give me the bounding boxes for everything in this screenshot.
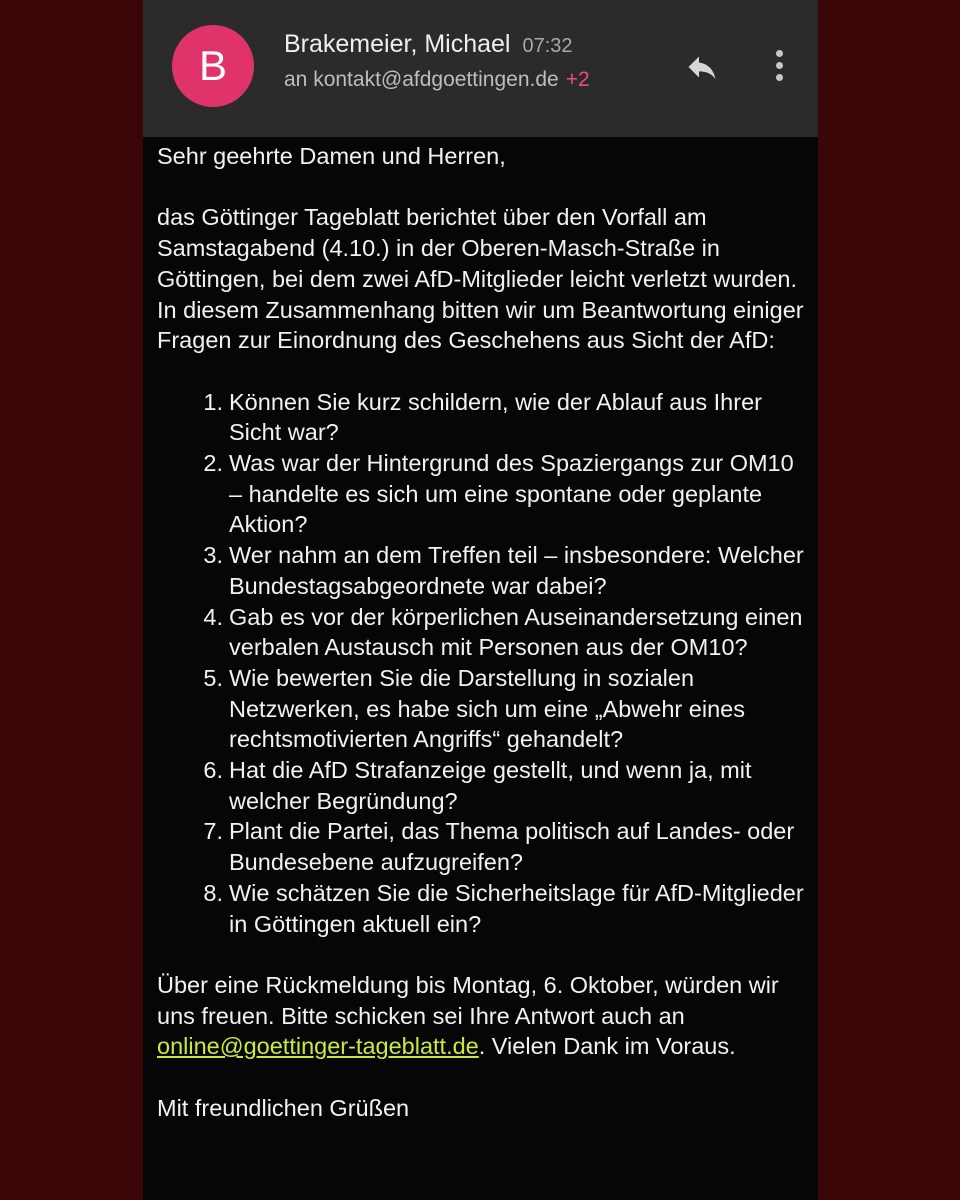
closing-text: Über eine Rückmeldung bis Montag, 6. Oktober, würden wir uns freuen. Bitte schicken sei Ihre Antwort auch an	[157, 971, 779, 1029]
list-item	[157, 540, 812, 601]
list-item	[157, 663, 812, 755]
salutation: Sehr geehrte Damen und Herren,	[157, 143, 506, 169]
list-item-number: 4.	[203, 603, 223, 630]
list-item-text: Hat die AfD Strafanzeige gestellt, und wenn ja, mit welcher Begründung?	[229, 757, 752, 814]
recipient-count-badge[interactable]: +2	[565, 68, 590, 91]
list-item-text: Gab es vor der körperlichen Auseinandersetzung einen verbalen Austausch mit Personen aus der OM10?	[229, 603, 803, 661]
list-item	[157, 448, 812, 540]
list-item	[157, 878, 812, 939]
closing-paragraph	[157, 970, 812, 1062]
list-item-number: 1.	[203, 388, 223, 415]
reply-button[interactable]	[684, 49, 720, 85]
sender-name[interactable]: Brakemeier, Michael	[284, 30, 511, 58]
list-item	[157, 602, 812, 663]
list-item-text: Wie schätzen Sie die Sicherheitslage für AfD-Mitglieder in Göttingen aktuell ein?	[229, 879, 804, 937]
email-header	[143, 0, 818, 137]
recipient-line[interactable]	[284, 68, 590, 92]
list-item-number: 3.	[203, 542, 223, 569]
closing-text-end: . Vielen Dank im Voraus.	[478, 1033, 736, 1060]
reply-icon	[684, 49, 720, 85]
more-options-button[interactable]	[767, 50, 791, 84]
list-item-number: 7.	[203, 818, 223, 845]
intro-paragraph: das Göttinger Tageblatt berichtet über den Vorfall am Samstagabend (4.10.) in der Oberen-Masch-Straße in Göttingen, bei dem zwei AfD-Mitglieder leicht verletzt wurden. In diesem Zusammenhang bitten wir um Beantwortung einiger Fragen zur Einordnung des Geschehens aus Sicht der AfD:	[157, 204, 804, 354]
email-body	[157, 141, 812, 1123]
list-item	[157, 755, 812, 816]
list-item	[157, 387, 812, 448]
recipient-address: kontakt@afdgoettingen.de	[313, 68, 559, 91]
list-item-text: Können Sie kurz schildern, wie der Ablauf aus Ihrer Sicht war?	[229, 388, 762, 446]
list-item-text: Plant die Partei, das Thema politisch auf Landes- oder Bundesebene aufzugreifen?	[229, 818, 795, 876]
list-item-number: 5.	[203, 664, 223, 691]
list-item-text: Wer nahm an dem Treffen teil – insbesondere: Welcher Bundestagsabgeordnete war dabei?	[229, 542, 804, 599]
list-item-number: 8.	[203, 879, 223, 906]
more-vertical-icon	[767, 50, 791, 81]
list-item-number: 6.	[203, 757, 223, 784]
question-list	[157, 387, 812, 940]
email-link[interactable]: online@goettinger-tageblatt.de	[157, 1033, 479, 1060]
list-item-text: Was war der Hintergrund des Spaziergangs zur OM10 – handelte es sich um eine spontane oder geplante Aktion?	[229, 450, 794, 538]
email-screen	[143, 0, 818, 1200]
list-item-number: 2.	[203, 450, 223, 476]
signoff: Mit freundlichen Grüßen	[157, 1094, 410, 1121]
avatar[interactable]: B	[172, 25, 254, 107]
sender-line	[284, 30, 573, 59]
recipient-prefix: an	[284, 68, 308, 91]
timestamp: 07:32	[522, 35, 573, 57]
list-item	[157, 816, 812, 877]
list-item-text: Wie bewerten Sie die Darstellung in sozialen Netzwerken, es habe sich um eine „Abwehr eines rechtsmotivierten Angriffs“ gehandelt?	[229, 664, 745, 753]
